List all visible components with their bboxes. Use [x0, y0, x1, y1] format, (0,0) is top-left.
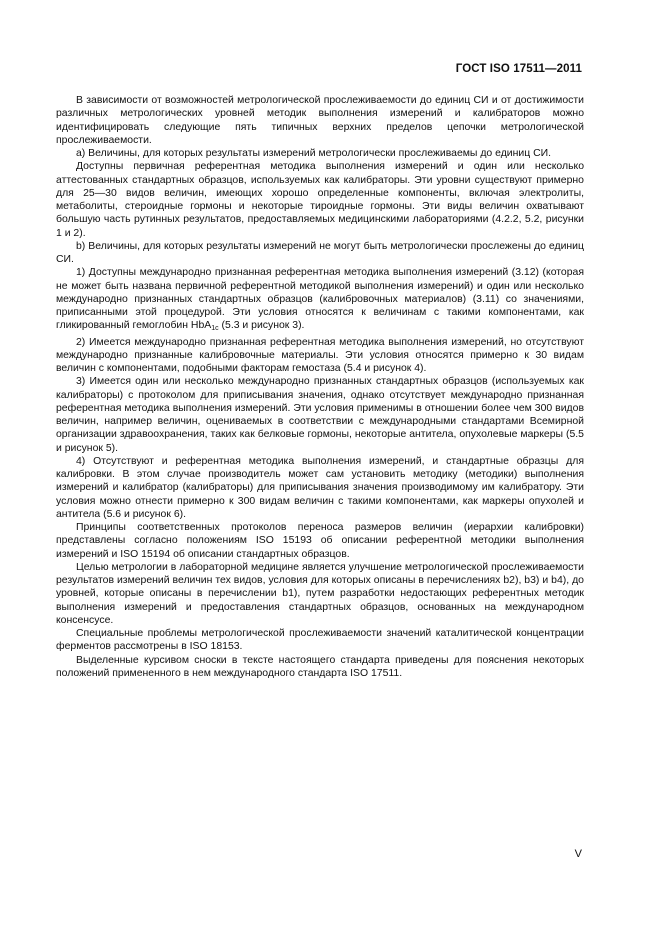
- list-item-b4: 4) Отсутствуют и референтная методика выполнения измерений, и стандартные образцы для калибровки. В этом случае производитель может сам установить методику (методики) выполнения измерений и калибратор (калибраторы) для приписывания значения производимому им калибратору. Эти условия можно отнести примерно к 300 видам величин с такими компонентами, как маркеры опухолей и антитела (5.6 и рисунок 6).: [56, 455, 584, 520]
- paragraph-tail: (5.3 и рисунок 3).: [218, 320, 305, 332]
- list-item-b1: [56, 266, 584, 335]
- list-item-b: b) Величины, для которых результаты измерений не могут быть метрологически прослежены до единиц СИ.: [56, 240, 584, 265]
- paragraph: Целью метрологии в лабораторной медицине является улучшение метрологической прослеживаемости результатов измерений величин тех видов, условия для которых описаны в перечислениях b2), b3) и b4), до уровней, которые описаны в перечислении b1), путем разработки недостающих референтных методик выполнения измерений и предоставления стандартных образцов, основанных на международном консенсусе.: [56, 561, 584, 626]
- subscript: 1c: [211, 325, 219, 333]
- paragraph-text: 1) Доступны международно признанная референтная методика выполнения измерений (3.12) (которая не может быть названа первичной референтной методикой выполнения измерений) и один или несколько международно признанных стандартных образцов (калибровочных материалов) (3.11) со значениями, приписанными этой процедурой. Эти условия относятся к величинам с такими компонентами, как гликированный гемоглобин HbA: [56, 267, 584, 332]
- paragraph: Специальные проблемы метрологической прослеживаемости значений каталитической концентрации ферментов рассмотрены в ISO 18153.: [56, 628, 584, 653]
- list-item-b2: 2) Имеется международно признанная референтная методика выполнения измерений, но отсутствуют международно признанные калибровочные материалы. Эти условия относятся примерно к 30 видам величин с компонентами, подобными факторам гемостаза (5.4 и рисунок 4).: [56, 336, 584, 374]
- paragraph: Принципы соответственных протоколов переноса размеров величин (иерархии калибровки) представлены согласно положениям ISO 15193 об описании референтной методики выполнения измерений и ISO 15194 об описании стандартных образцов.: [56, 522, 584, 560]
- body-text: [56, 94, 584, 680]
- paragraph: В зависимости от возможностей метрологической прослеживаемости до единиц СИ и от достижимости различных метрологических уровней методик выполнения измерений и калибраторов можно идентифицировать следующие пять типичных верхних пределов цепочки метрологической прослеживаемости.: [56, 95, 584, 146]
- standard-header: ГОСТ ISO 17511—2011: [455, 63, 582, 75]
- paragraph: Доступны первичная референтная методика выполнения измерений и один или несколько аттестованных стандартных образцов, используемых как калибраторы. Эти уровни существуют примерно для 25—30 видов величин, имеющих хорошо определенные компоненты, включая электролиты, метаболиты, стероидные гормоны и некоторые тироидные гормоны. Эти виды величин охватывают большую часть рутинных результатов, предоставляемых медицинскими лабораториями (4.2.2, 5.2, рисунки 1 и 2).: [56, 161, 584, 239]
- list-item-b3: 3) Имеется один или несколько международно признанных стандартных образцов (используемых как калибраторы) с протоколом для приписывания значения, однако отсутствует международно признанная референтная методика выполнения измерений. Эти условия применимы в отношении более чем 300 видов величин, например величин, оцениваемых в соответствии с международными стандартами Всемирной организации здравоохранения, таких как белковые гормоны, некоторые антитела, опухолевые маркеры (5.5 и рисунок 5).: [56, 376, 584, 454]
- paragraph: Выделенные курсивом сноски в тексте настоящего стандарта приведены для пояснения некоторых положений примененного в нем международного стандарта ISO 17511.: [56, 654, 584, 679]
- list-item-a: a) Величины, для которых результаты измерений метрологически прослеживаемы до единиц СИ.: [76, 148, 552, 159]
- page-number: V: [574, 848, 582, 860]
